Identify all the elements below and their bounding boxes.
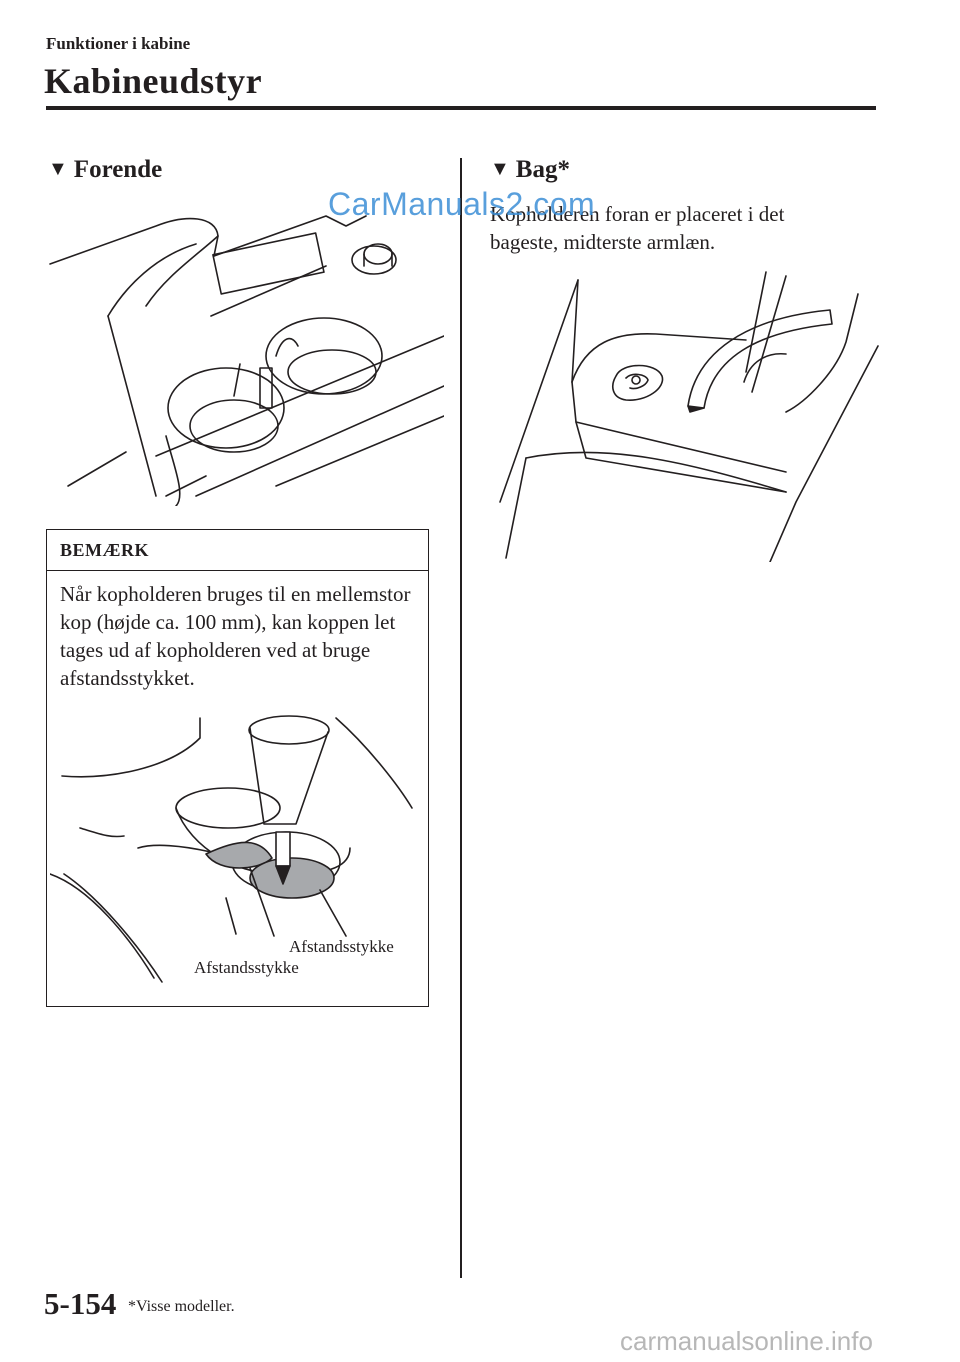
watermark-top: CarManuals2.com xyxy=(328,186,596,222)
watermark-bottom: carmanualsonline.info xyxy=(620,1326,873,1356)
front-heading-label: Forende xyxy=(73,156,163,183)
note-text: Når kopholderen bruges til en mellemstor kop (højde ca. 100 mm), kan koppen let tages ud af kopholderen ved at bruge afstandsstykket. xyxy=(60,582,411,690)
rear-heading-label: Bag* xyxy=(515,156,570,183)
front-heading xyxy=(48,156,162,184)
column-divider xyxy=(460,158,462,1278)
title-rule xyxy=(46,106,876,110)
rear-cupholder-illustration xyxy=(486,262,886,562)
callout-spacer-left: Afstandsstykke xyxy=(194,958,299,977)
section-label: Funktioner i kabine xyxy=(46,34,191,53)
page-title: Kabineudstyr xyxy=(44,61,263,101)
rear-body-text: Kopholderen foran er placeret i det bageste, midterste armlæn. xyxy=(490,202,785,254)
footnote: *Visse modeller. xyxy=(128,1298,235,1315)
triangle-marker-icon: ▼ xyxy=(490,157,510,180)
note-heading: BEMÆRK xyxy=(60,540,150,560)
rear-heading xyxy=(490,156,570,184)
note-heading-row xyxy=(47,530,428,571)
triangle-marker-icon: ▼ xyxy=(48,157,68,180)
callout-spacer-right: Afstandsstykke xyxy=(289,937,394,956)
front-cupholder-illustration xyxy=(46,196,444,506)
page-number: 5-154 xyxy=(44,1286,117,1321)
